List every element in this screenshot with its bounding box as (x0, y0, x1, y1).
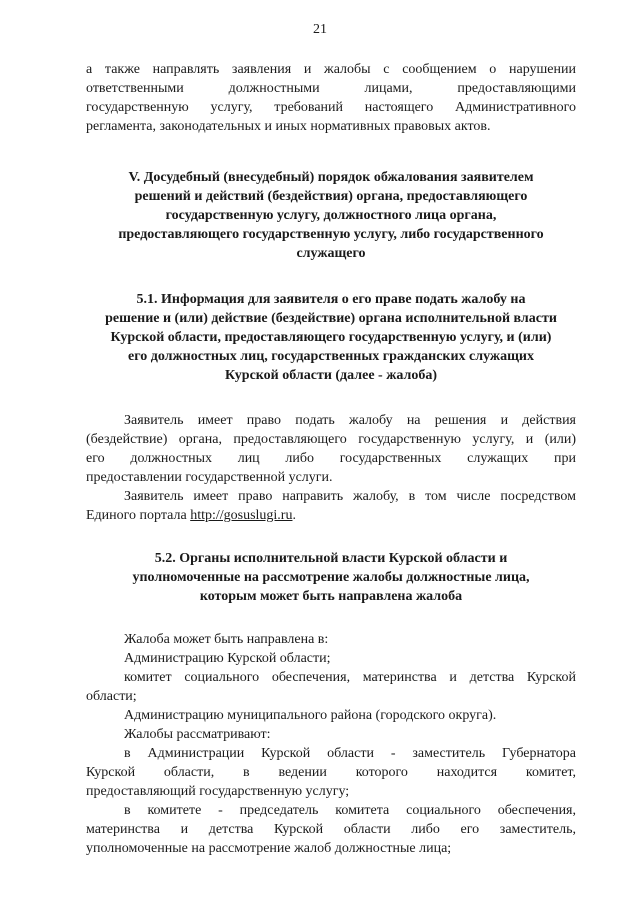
intro-line: государственную услугу, требований настоящего Административного (86, 100, 576, 115)
heading-line: решение и (или) действие (бездействие) органа исполнительной власти (105, 311, 557, 326)
text-line: в комитете - председатель комитета социального обеспечения, (124, 803, 576, 818)
heading-line: Курской области (далее - жалоба) (224, 368, 438, 383)
heading-line: уполномоченные на рассмотрение жалобы должностные лица, (132, 570, 530, 585)
text-line: предоставляющий государственную услугу; (86, 784, 350, 799)
section-5-1-text (86, 411, 576, 525)
text-line: области; (86, 689, 137, 704)
heading-line: служащего (296, 246, 366, 261)
text-line: предоставлении государственной услуги. (86, 470, 333, 485)
heading-line: которым может быть направлена жалоба (199, 589, 463, 604)
text-line: Жалобы рассматривают: (124, 727, 271, 742)
heading-line: Курской области, предоставляющего государственную услугу, и (или) (110, 330, 552, 345)
text-line: комитет социального обеспечения, материнства и детства Курской (124, 670, 576, 685)
text-line: (бездействие) органа, предоставляющего государственную услугу, и (или) (86, 432, 576, 447)
section-5-1-heading (86, 290, 576, 385)
text-line: в Администрации Курской области - заместитель Губернатора (124, 746, 576, 761)
intro-line: ответственными должностными лицами, предоставляющими (86, 81, 576, 96)
section-5-2-text (86, 630, 576, 858)
intro-line: регламента, законодательных и иных нормативных правовых актов. (86, 119, 491, 134)
heading-line: государственную услугу, должностного лица органа, (165, 208, 497, 223)
text-line: уполномоченные на рассмотрение жалоб должностные лица; (86, 841, 452, 856)
page-number: 21 (313, 22, 327, 37)
text-line: Заявитель имеет право подать жалобу на решения и действия (124, 413, 576, 428)
heading-line: решений и действий (бездействия) органа, предоставляющего (134, 189, 528, 204)
heading-line: его должностных лиц, государственных гражданских служащих (128, 349, 534, 364)
text-line: Администрацию муниципального района (городского округа). (124, 708, 497, 723)
text-line: Заявитель имеет право направить жалобу, в том числе посредством (124, 489, 576, 504)
text-fragment: Единого портала (86, 508, 191, 523)
text-line: Администрацию Курской области; (124, 651, 331, 666)
text-line: его должностных лиц либо государственных служащих при (86, 451, 576, 466)
gosuslugi-link[interactable]: http://gosuslugi.ru (190, 508, 293, 523)
heading-line: 5.1. Информация для заявителя о его праве подать жалобу на (136, 292, 526, 307)
text-line: Курской области, в ведении которого находится комитет, (86, 765, 576, 780)
text-line (86, 506, 576, 525)
heading-line: 5.2. Органы исполнительной власти Курской области и (154, 551, 508, 566)
section-5-2-heading (86, 549, 576, 606)
heading-line: V. Досудебный (внесудебный) порядок обжалования заявителем (128, 170, 534, 185)
text-line: Жалоба может быть направлена в: (124, 632, 329, 647)
intro-line: а также направлять заявления и жалобы с сообщением о нарушении (86, 62, 576, 77)
section-5-heading (86, 168, 576, 263)
text-line: материнства и детства Курской области либо его заместитель, (86, 822, 576, 837)
intro-paragraph (86, 60, 576, 136)
text-fragment: . (292, 508, 296, 523)
heading-line: предоставляющего государственную услугу, либо государственного (118, 227, 544, 242)
